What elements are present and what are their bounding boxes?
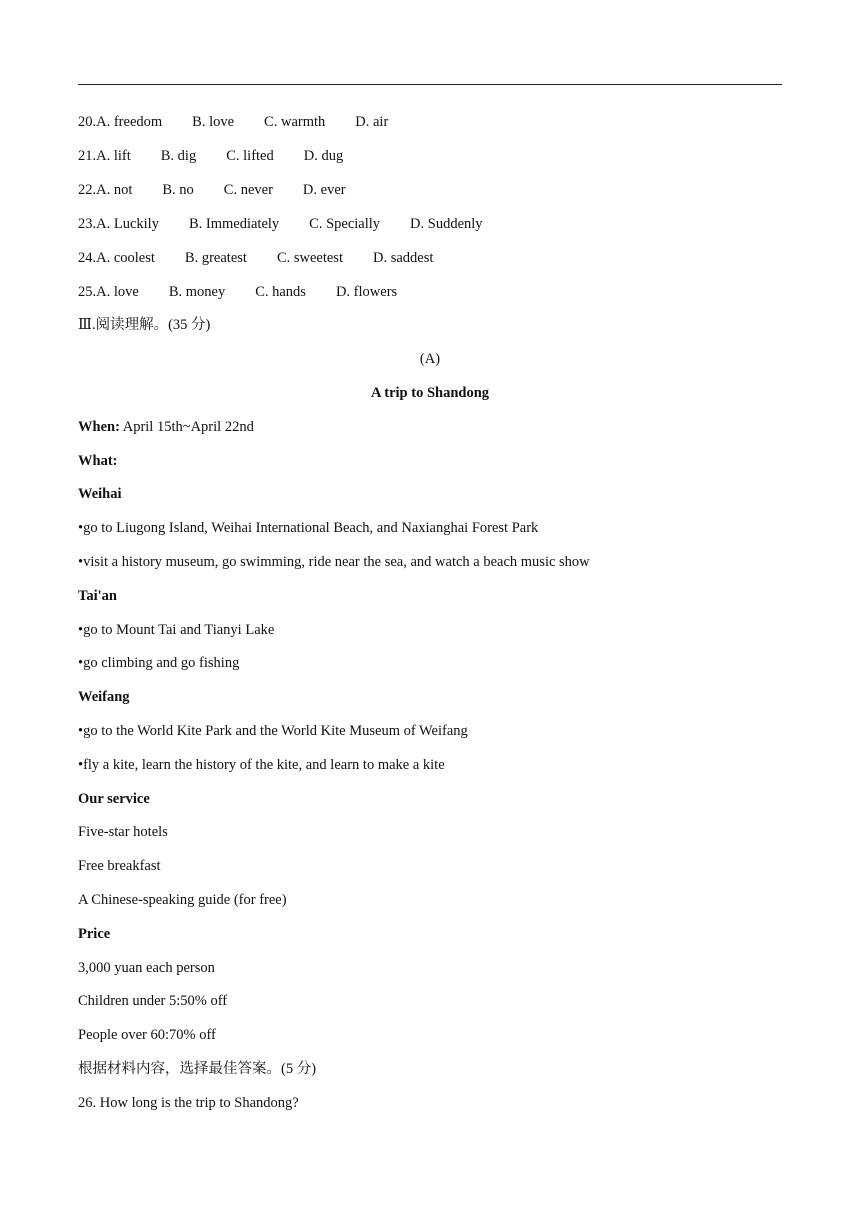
question-number: 25.	[78, 284, 97, 300]
option-d: D. Suddenly	[410, 216, 483, 232]
when-value: April 15th~April 22nd	[119, 419, 254, 435]
option-c: C. Specially	[309, 216, 381, 232]
question-number: 20.	[78, 114, 97, 130]
question-number: 24.	[78, 250, 97, 266]
weihai-heading: Weihai	[78, 486, 122, 502]
option-b: B. money	[168, 284, 226, 300]
taian-item-2: •go climbing and go fishing	[78, 655, 240, 671]
question-number: 23.	[78, 216, 97, 232]
passage-title: A trip to Shandong	[370, 385, 490, 401]
price-item: Children under 5:50% off	[78, 993, 228, 1009]
option-b: B. no	[162, 182, 194, 198]
option-a: A. coolest	[96, 250, 155, 266]
option-b: B. dig	[160, 148, 197, 164]
option-b: B. love	[192, 114, 235, 130]
option-d: D. flowers	[335, 284, 398, 300]
option-b: B. Immediately	[188, 216, 280, 232]
question-number: 22.	[78, 182, 97, 198]
price-heading: Price	[78, 926, 111, 942]
taian-item-1: •go to Mount Tai and Tianyi Lake	[78, 622, 275, 638]
question-25	[78, 282, 397, 302]
question-20	[78, 112, 388, 132]
service-item: Free breakfast	[78, 858, 161, 874]
when-line	[78, 417, 254, 437]
weifang-item-1: •go to the World Kite Park and the World Kite Museum of Weifang	[78, 723, 468, 739]
question-26: 26. How long is the trip to Shandong?	[78, 1095, 299, 1111]
taian-heading: Tai'an	[78, 588, 117, 604]
when-label: When:	[78, 419, 120, 435]
option-c: C. hands	[255, 284, 306, 300]
option-d: D. ever	[302, 182, 346, 198]
section-heading: Ⅲ.阅读理解。(35 分)	[78, 317, 211, 333]
weifang-item-2: •fly a kite, learn the history of the kite, and learn to make a kite	[78, 757, 445, 773]
option-a: A. Luckily	[96, 216, 159, 232]
option-c: C. sweetest	[276, 250, 343, 266]
question-number: 21.	[78, 148, 97, 164]
option-c: C. lifted	[226, 148, 274, 164]
question-24	[78, 248, 433, 268]
option-c: C. warmth	[264, 114, 326, 130]
option-a: A. love	[96, 284, 139, 300]
weihai-item-2: •visit a history museum, go swimming, ride near the sea, and watch a beach music show	[78, 554, 590, 570]
weifang-heading: Weifang	[78, 689, 130, 705]
question-22	[78, 180, 346, 200]
price-item: People over 60:70% off	[78, 1027, 216, 1043]
price-item: 3,000 yuan each person	[78, 960, 215, 976]
service-heading: Our service	[78, 791, 150, 807]
question-23	[78, 214, 483, 234]
what-label: What:	[78, 453, 118, 469]
option-c: C. never	[223, 182, 273, 198]
question-21	[78, 146, 343, 166]
option-a: A. freedom	[96, 114, 163, 130]
service-item: A Chinese-speaking guide (for free)	[78, 892, 287, 908]
option-a: A. not	[96, 182, 133, 198]
option-d: D. air	[355, 114, 389, 130]
service-item: Five-star hotels	[78, 824, 168, 840]
option-d: D. dug	[303, 148, 344, 164]
header-rule	[78, 84, 782, 85]
instruction-text: 根据材料内容，选择最佳答案。(5 分)	[78, 1061, 317, 1077]
weihai-item-1: •go to Liugong Island, Weihai International Beach, and Naxianghai Forest Park	[78, 520, 539, 536]
option-a: A. lift	[96, 148, 131, 164]
option-b: B. greatest	[184, 250, 247, 266]
option-d: D. saddest	[372, 250, 434, 266]
passage-label: (A)	[419, 351, 441, 367]
